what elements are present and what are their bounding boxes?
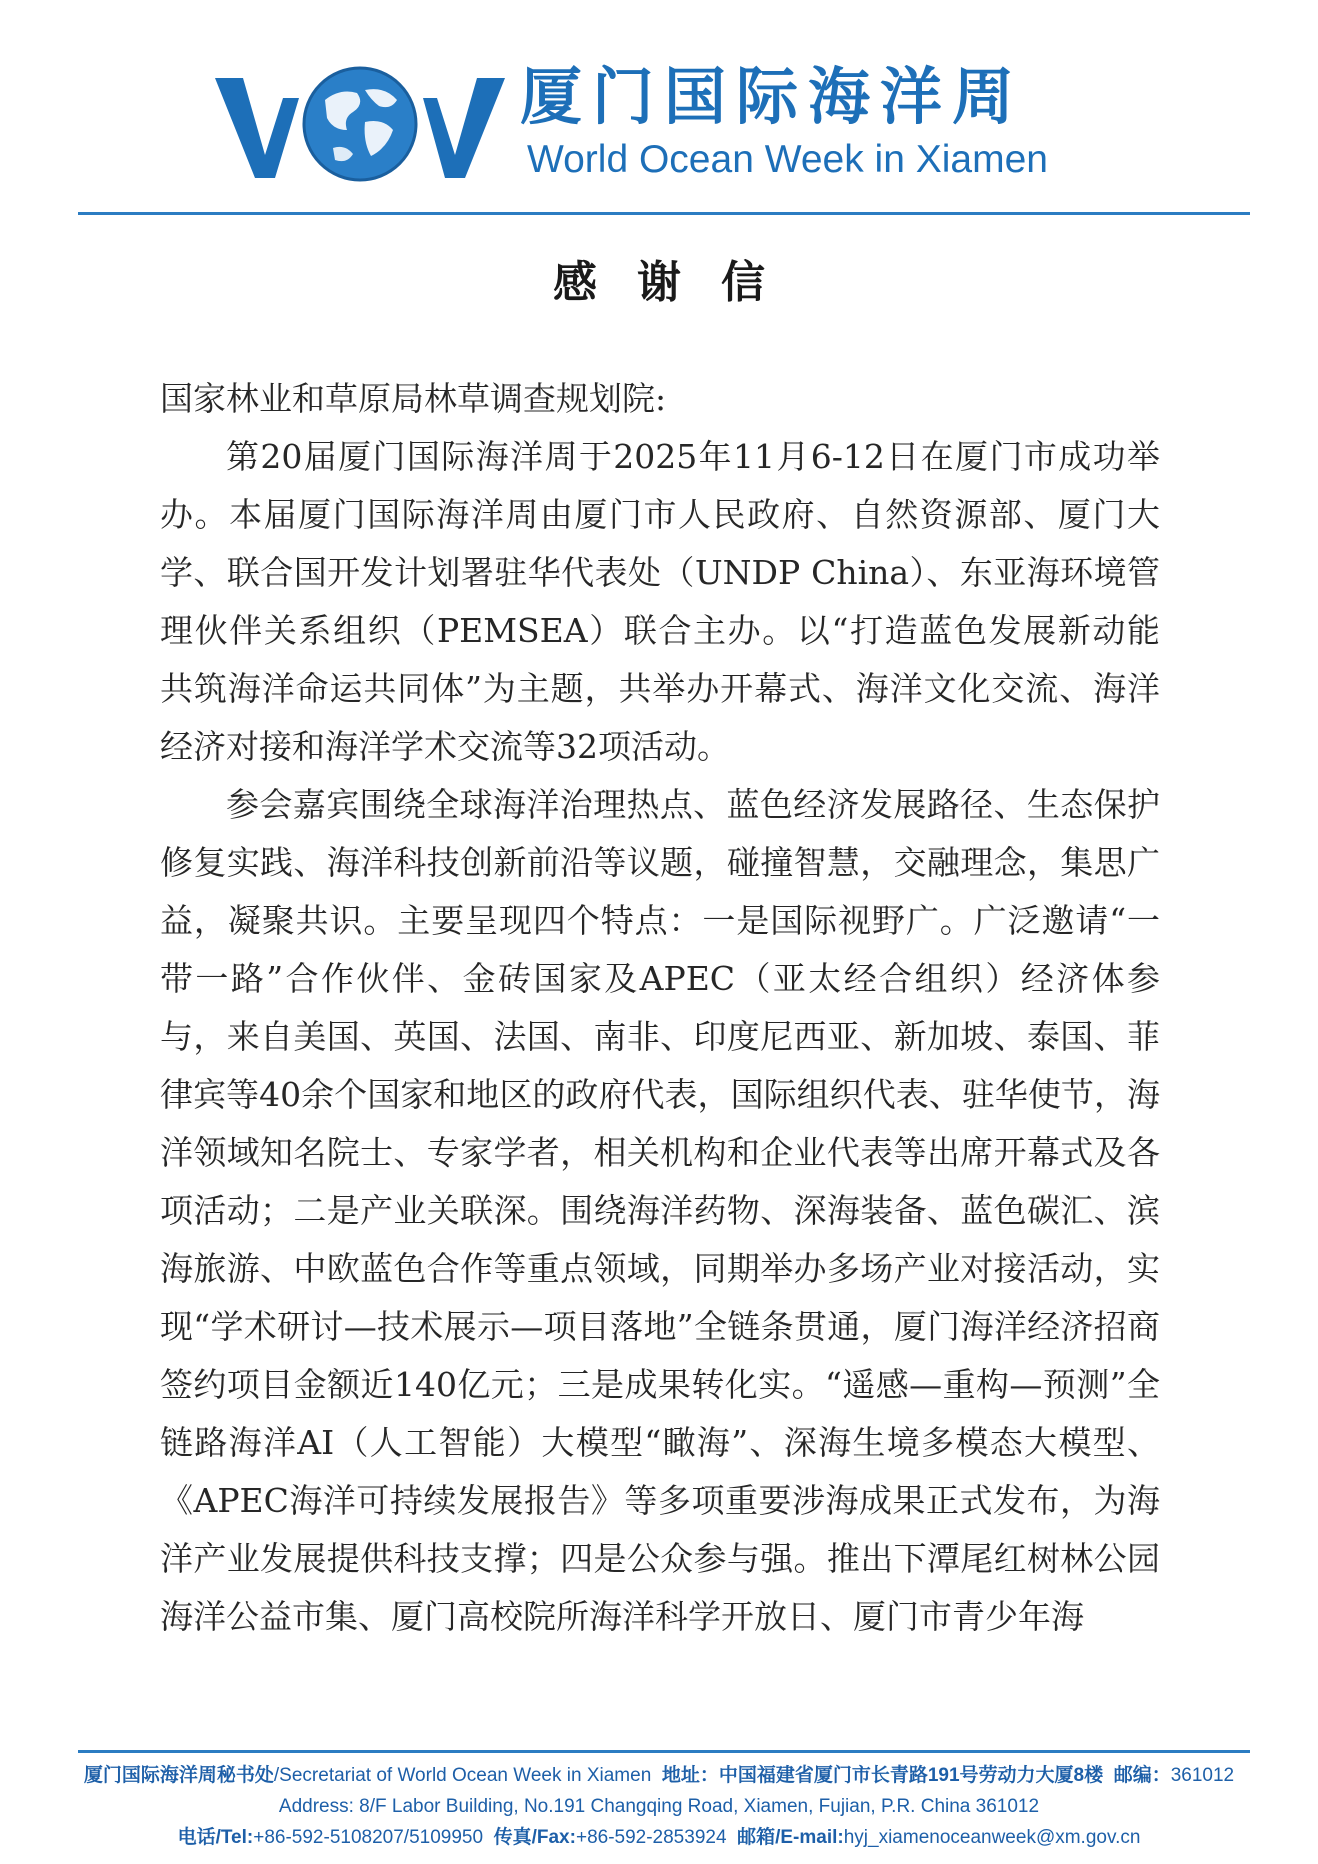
- footer-zip-label: 邮编：: [1113, 1765, 1171, 1786]
- footer-divider: [78, 1750, 1250, 1753]
- letterhead-footer: [0, 1760, 1318, 1853]
- letter-title: 感谢信: [553, 257, 805, 308]
- footer-address-en: Address: 8/F Labor Building, No.191 Changqing Road, Xiamen, Fujian, P.R. China 361012: [278, 1796, 1040, 1817]
- footer-line-contact: [0, 1822, 1318, 1853]
- footer-email[interactable]: hyj_xiamenoceanweek@xm.gov.cn: [843, 1827, 1141, 1848]
- letter-paragraph: 第20届厦门国际海洋周于2025年11月6-12日在厦门市成功举办。本届厦门国际海洋周由厦门市人民政府、自然资源部、厦门大学、联合国开发计划署驻华代表处（UNDP China）、东亚海环境管理伙伴关系组织（PEMSEA）联合主办。以“打造蓝色发展新动能 共筑海洋命运共同体”为主题，共举办开幕式、海洋文化交流、海洋经济对接和海洋学术交流等32项活动。: [160, 437, 1160, 766]
- footer-fax: +86-592-2853924: [575, 1827, 727, 1848]
- header-divider: [78, 212, 1250, 215]
- footer-address-label: 地址：: [661, 1765, 719, 1786]
- footer-address-cn: 中国福建省厦门市长青路191号劳动力大厦8楼: [718, 1765, 1104, 1786]
- letter-body: [160, 370, 1160, 1646]
- footer-tel-label: 电话/Tel:: [177, 1827, 254, 1848]
- footer-secretariat-cn: 厦门国际海洋周秘书处: [83, 1765, 274, 1786]
- wow-logo-mark: [215, 60, 505, 185]
- org-name-english: World Ocean Week in Xiamen: [527, 138, 1048, 181]
- footer-tel: +86-592-5108207/5109950: [253, 1827, 484, 1848]
- footer-line-secretariat: [0, 1760, 1318, 1791]
- org-name-chinese: 厦门国际海洋周: [520, 60, 1025, 133]
- letterhead-logo: [215, 55, 1135, 185]
- footer-zip: 361012: [1170, 1765, 1235, 1786]
- letter-recipient: 国家林业和草原局林草调查规划院:: [160, 379, 667, 418]
- footer-email-label: 邮箱/E-mail:: [737, 1827, 844, 1848]
- footer-secretariat-en: /Secretariat of World Ocean Week in Xiamen: [273, 1765, 652, 1786]
- letter-paragraph: 参会嘉宾围绕全球海洋治理热点、蓝色经济发展路径、生态保护修复实践、海洋科技创新前沿等议题，碰撞智慧，交融理念，集思广益，凝聚共识。主要呈现四个特点：一是国际视野广。广泛邀请“一带一路”合作伙伴、金砖国家及APEC（亚太经合组织）经济体参与，来自美国、英国、法国、南非、印度尼西亚、新加坡、泰国、菲律宾等40余个国家和地区的政府代表，国际组织代表、驻华使节，海洋领域知名院士、专家学者，相关机构和企业代表等出席开幕式及各项活动；二是产业关联深。围绕海洋药物、深海装备、蓝色碳汇、滨海旅游、中欧蓝色合作等重点领域，同期举办多场产业对接活动，实现“学术研讨—技术展示—项目落地”全链条贯通，厦门海洋经济招商签约项目金额近140亿元；三是成果转化实。“遥感—重构—预测”全链路海洋AI（人工智能）大模型“瞰海”、深海生境多模态大模型、《APEC海洋可持续发展报告》等多项重要涉海成果正式发布，为海洋产业发展提供科技支撑；四是公众参与强。推出下潭尾红树林公园海洋公益市集、厦门高校院所海洋科学开放日、厦门市青少年海: [160, 785, 1160, 1636]
- footer-fax-label: 传真/Fax:: [493, 1827, 576, 1848]
